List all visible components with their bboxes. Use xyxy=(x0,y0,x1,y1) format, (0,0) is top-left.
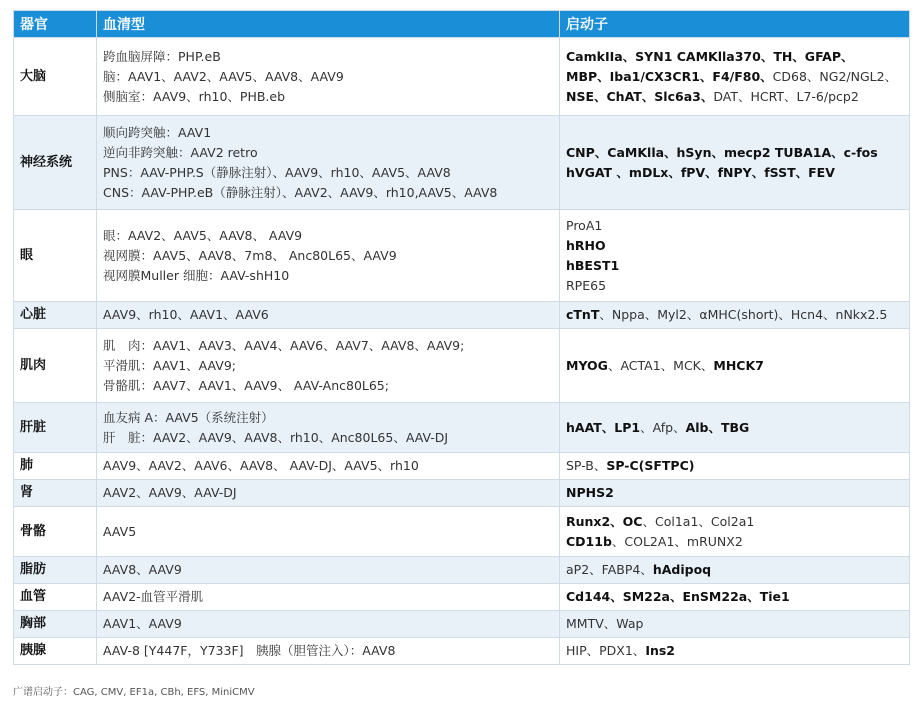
serotype-cell xyxy=(97,584,560,611)
promoter-line xyxy=(566,47,903,67)
serotype-line: 顺向跨突触：AAV1 xyxy=(103,124,212,140)
promoter-serotype-table-container xyxy=(13,10,909,665)
table-header-row xyxy=(14,11,910,38)
serotype-line: 骨骼肌：AAV7、AAV1、AAV9、 AAV-Anc80L65; xyxy=(103,377,389,393)
serotype-line: AAV-8 [Y447F，Y733F] 胰腺（胆管注入）：AAV8 xyxy=(103,643,396,658)
promoter-line xyxy=(566,641,903,661)
promoter-cell xyxy=(560,638,910,665)
promoter-cell xyxy=(560,611,910,638)
table-row xyxy=(14,453,910,480)
organ-cell: 肝脏 xyxy=(14,403,97,453)
serotype-line: AAV2、AAV9、AAV-DJ xyxy=(103,485,237,500)
serotype-line: 侧脑室：AAV9、rh10、PHB.eb xyxy=(103,88,286,104)
serotype-line: AAV1、AAV9 xyxy=(103,616,182,631)
serotype-line: AAV8、AAV9 xyxy=(103,562,182,577)
promoter-serotype-table xyxy=(13,10,910,665)
promoter-text: 、COL2A1、mRUNX2 xyxy=(611,533,743,549)
promoter-line xyxy=(566,87,903,107)
promoter-cell xyxy=(560,302,910,329)
promoter-bold-text: Ins2 xyxy=(645,643,675,658)
promoter-line xyxy=(566,560,903,580)
promoter-text: 、ACTA1、MCK、 xyxy=(607,357,714,373)
promoter-text: aP2、FABP4、 xyxy=(566,562,653,577)
organ-cell: 胰腺 xyxy=(14,638,97,665)
promoter-cell xyxy=(560,507,910,557)
table-row xyxy=(14,507,910,557)
serotype-cell xyxy=(97,403,560,453)
promoter-bold-text: hVGAT 、mDLx、fPV、fNPY、fSST、FEV xyxy=(566,164,835,180)
serotype-line: 平滑肌：AAV1、AAV9; xyxy=(103,357,237,373)
promoter-line xyxy=(566,587,903,607)
promoter-text: CD68、NG2/NGL2、 xyxy=(772,68,898,84)
promoter-text: 、Afp、 xyxy=(640,419,686,435)
promoter-bold-text: MBP、Iba1/CX3CR1、F4/F80、 xyxy=(566,68,773,84)
promoter-bold-text: hAAT、LP1 xyxy=(566,419,641,435)
promoter-bold-text: SP-C(SFTPC) xyxy=(606,458,695,473)
table-row xyxy=(14,210,910,302)
promoter-cell xyxy=(560,453,910,480)
promoter-bold-text: MYOG xyxy=(566,357,608,373)
promoter-bold-text: MHCK7 xyxy=(713,357,764,373)
promoter-line xyxy=(566,67,903,87)
promoter-line xyxy=(566,614,903,634)
promoter-bold-text: Cd144、SM22a、EnSM22a、Tie1 xyxy=(566,589,790,604)
serotype-cell xyxy=(97,210,560,302)
serotype-cell xyxy=(97,116,560,210)
table-row xyxy=(14,638,910,665)
promoter-bold-text: CNP、CaMKlla、hSyn、mecp2 TUBA1A、c-fos xyxy=(566,144,878,160)
table-row xyxy=(14,557,910,584)
promoter-bold-text: NSE、ChAT、Slc6a3、 xyxy=(566,88,714,104)
organ-cell: 血管 xyxy=(14,584,97,611)
promoter-bold-text: Runx2、OC xyxy=(566,513,643,529)
promoter-bold-text: hBEST1 xyxy=(566,257,620,273)
serotype-line: 跨血脑屏障：PHP.eB xyxy=(103,48,221,64)
promoter-line xyxy=(566,483,903,503)
table-body xyxy=(14,38,910,665)
organ-cell: 胸部 xyxy=(14,611,97,638)
promoter-text: ProA1 xyxy=(566,217,603,233)
promoter-line xyxy=(566,305,903,325)
promoter-bold-text: CamkIIa、SYN1 CAMKlla370、TH、GFAP、 xyxy=(566,48,854,64)
organ-cell: 脂肪 xyxy=(14,557,97,584)
header-promoter: 启动子 xyxy=(560,11,910,38)
serotype-line: 肝 脏：AAV2、AAV9、AAV8、rh10、Anc80L65、AAV-DJ xyxy=(103,429,449,445)
table-row xyxy=(14,611,910,638)
promoter-line xyxy=(566,418,903,438)
promoter-text: HIP、PDX1、 xyxy=(566,643,646,658)
promoter-cell xyxy=(560,584,910,611)
organ-cell: 肾 xyxy=(14,480,97,507)
promoter-line xyxy=(566,512,903,532)
promoter-cell xyxy=(560,480,910,507)
promoter-text: MMTV、Wap xyxy=(566,616,644,631)
promoter-line xyxy=(566,236,903,256)
table-row xyxy=(14,302,910,329)
table-row xyxy=(14,116,910,210)
serotype-line: 肌 肉：AAV1、AAV3、AAV4、AAV6、AAV7、AAV8、AAV9; xyxy=(103,337,465,353)
serotype-line: 血友病 A：AAV5（系统注射） xyxy=(103,409,274,425)
promoter-cell xyxy=(560,116,910,210)
serotype-cell xyxy=(97,611,560,638)
organ-cell: 神经系统 xyxy=(14,116,97,210)
footnote: 广谱启动子：CAG, CMV, EF1a, CBh, EFS, MiniCMV xyxy=(13,687,255,698)
serotype-line: AAV2-血管平滑肌 xyxy=(103,589,204,604)
promoter-text: 、Nppa、Myl2、αMHC(short)、Hcn4、nNkx2.5 xyxy=(599,307,888,322)
organ-cell: 肺 xyxy=(14,453,97,480)
promoter-line xyxy=(566,256,903,276)
promoter-line xyxy=(566,356,903,376)
promoter-line xyxy=(566,143,903,163)
organ-cell: 眼 xyxy=(14,210,97,302)
promoter-text: RPE65 xyxy=(566,277,607,293)
promoter-line xyxy=(566,276,903,296)
promoter-bold-text: cTnT xyxy=(566,307,600,322)
organ-cell: 肌肉 xyxy=(14,329,97,403)
promoter-bold-text: Alb、TBG xyxy=(685,419,750,435)
serotype-line: 脑：AAV1、AAV2、AAV5、AAV8、AAV9 xyxy=(103,68,344,84)
promoter-cell xyxy=(560,329,910,403)
promoter-line xyxy=(566,456,903,476)
promoter-line xyxy=(566,216,903,236)
promoter-text: SP-B、 xyxy=(566,458,607,473)
table-row xyxy=(14,480,910,507)
promoter-bold-text: CD11b xyxy=(566,533,612,549)
promoter-bold-text: hAdipoq xyxy=(652,562,712,577)
promoter-line xyxy=(566,163,903,183)
promoter-text: DAT、HCRT、L7-6/pcp2 xyxy=(713,88,859,104)
serotype-line: AAV9、rh10、AAV1、AAV6 xyxy=(103,307,269,322)
serotype-line: 逆向非跨突触：AAV2 retro xyxy=(103,144,258,160)
promoter-bold-text: hRHO xyxy=(566,237,606,253)
table-row xyxy=(14,38,910,116)
serotype-line: PNS：AAV-PHP.S（静脉注射）、AAV9、rh10、AAV5、AAV8 xyxy=(103,164,451,180)
table-row xyxy=(14,403,910,453)
header-serotype: 血清型 xyxy=(97,11,560,38)
serotype-line: 眼：AAV2、AAV5、AAV8、 AAV9 xyxy=(103,227,303,243)
table-row xyxy=(14,584,910,611)
serotype-cell xyxy=(97,480,560,507)
table-row xyxy=(14,329,910,403)
serotype-cell xyxy=(97,453,560,480)
promoter-text: 、Col1a1、Col2a1 xyxy=(642,513,755,529)
serotype-cell xyxy=(97,638,560,665)
serotype-line: CNS：AAV-PHP.eB（静脉注射）、AAV2、AAV9、rh10,AAV5、AAV8 xyxy=(103,184,498,200)
promoter-cell xyxy=(560,38,910,116)
serotype-line: 视网膜：AAV5、AAV8、7m8、 Anc80L65、AAV9 xyxy=(103,247,397,263)
promoter-cell xyxy=(560,403,910,453)
organ-cell: 骨骼 xyxy=(14,507,97,557)
serotype-cell xyxy=(97,38,560,116)
serotype-line: 视网膜Muller 细胞：AAV-shH10 xyxy=(103,267,290,283)
promoter-bold-text: NPHS2 xyxy=(566,485,614,500)
organ-cell: 大脑 xyxy=(14,38,97,116)
promoter-cell xyxy=(560,210,910,302)
serotype-line: AAV5 xyxy=(103,523,137,539)
promoter-line xyxy=(566,532,903,552)
serotype-cell xyxy=(97,557,560,584)
header-organ: 器官 xyxy=(14,11,97,38)
serotype-line: AAV9、AAV2、AAV6、AAV8、 AAV-DJ、AAV5、rh10 xyxy=(103,458,419,473)
promoter-cell xyxy=(560,557,910,584)
organ-cell: 心脏 xyxy=(14,302,97,329)
serotype-cell xyxy=(97,507,560,557)
serotype-cell xyxy=(97,329,560,403)
serotype-cell xyxy=(97,302,560,329)
